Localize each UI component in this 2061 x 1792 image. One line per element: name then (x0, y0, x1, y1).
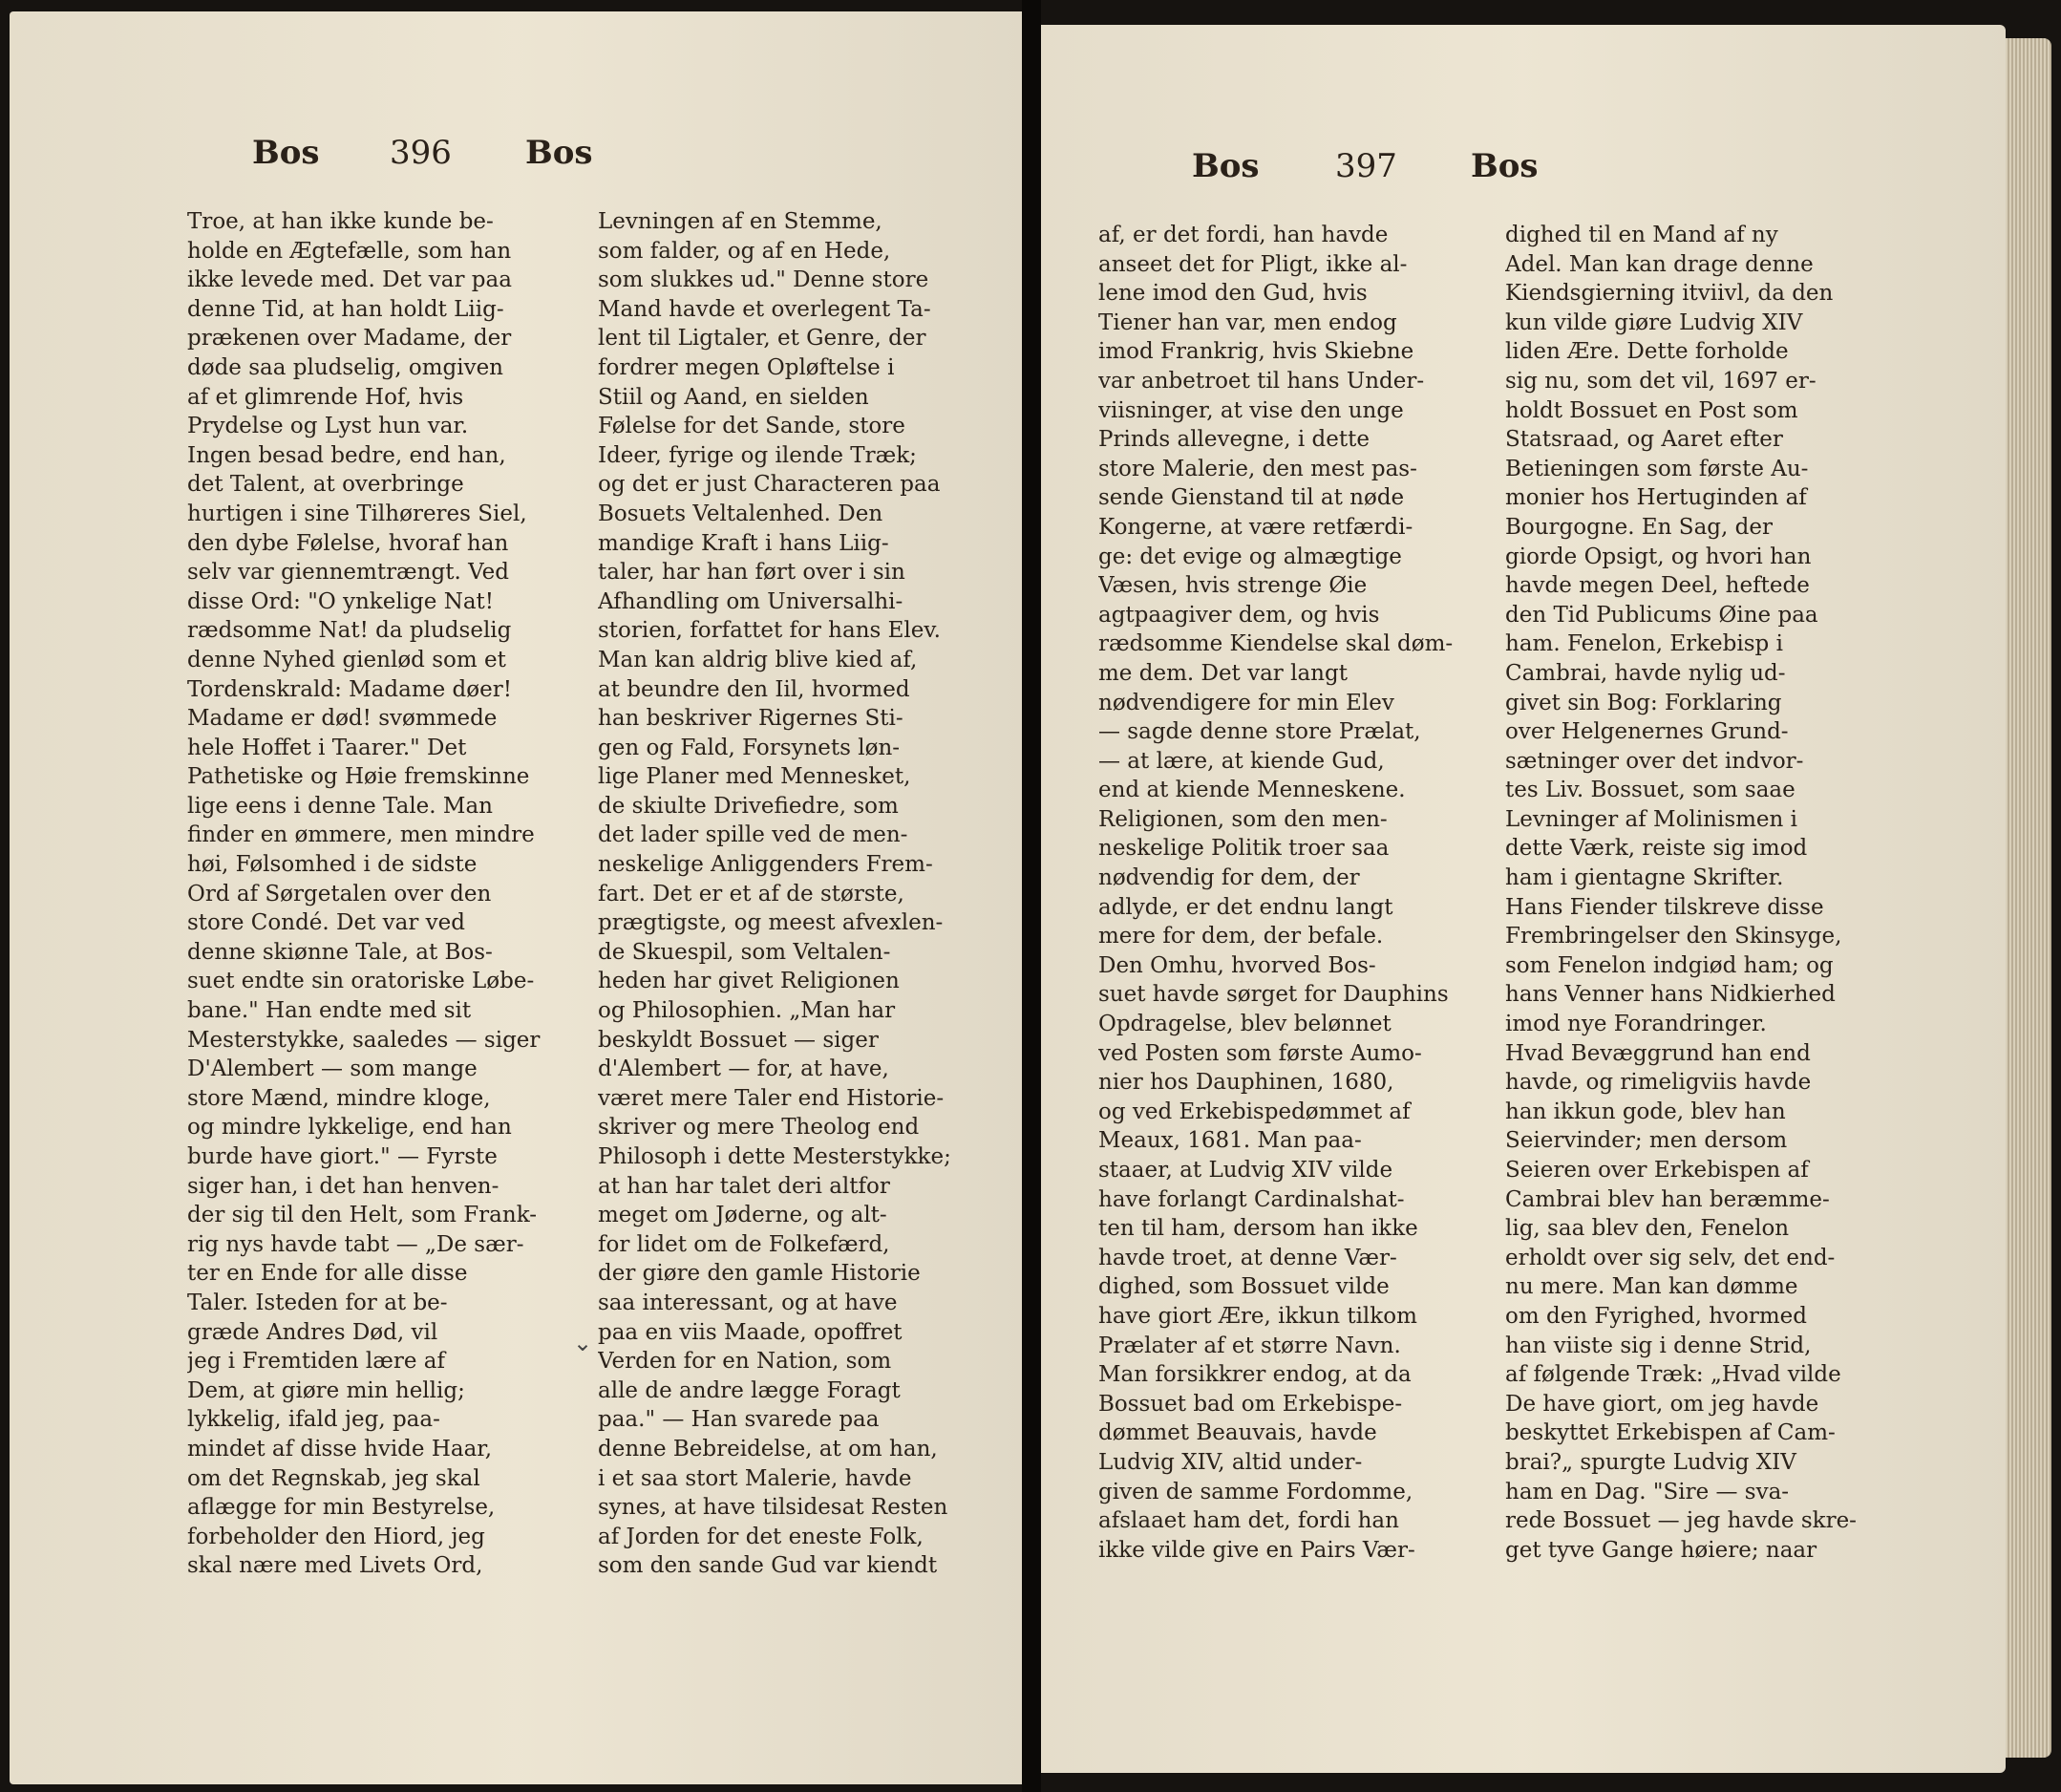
text-line: kun vilde giøre Ludvig XIV (1505, 309, 1803, 335)
text-line: de skiulte Drivefiedre, som (598, 793, 899, 819)
text-line: Ideer, fyrige og ilende Træk; (598, 442, 917, 468)
text-line: Følelse for det Sande, store (598, 414, 905, 439)
text-line: Statsraad, og Aaret efter (1505, 427, 1783, 453)
text-line: Prinds allevegne, i dette (1098, 427, 1370, 453)
text-line: Troe, at han ikke kunde be- (187, 209, 494, 234)
right-header-word: Bos (1192, 147, 1260, 185)
text-line: Tordenskrald: Madame døer! (187, 676, 512, 702)
text-line: nu mere. Man kan dømme (1505, 1274, 1798, 1300)
text-line: have forlangt Cardinalshat- (1098, 1186, 1405, 1212)
text-line: d'Alembert — for, at have, (598, 1056, 889, 1082)
text-line: nødvendigere for min Elev (1098, 690, 1394, 715)
text-line: at beundre den Iil, hvormed (598, 676, 910, 702)
text-line: Cambrai blev han beræmme- (1505, 1186, 1830, 1212)
text-line: Kongerne, at være retfærdi- (1098, 514, 1413, 540)
text-line: staaer, at Ludvig XIV vilde (1098, 1158, 1393, 1183)
text-line: hurtigen i sine Tilhøreres Siel, (187, 501, 527, 526)
text-line: holde en Ægtefælle, som han (187, 238, 512, 264)
text-line: store Malerie, den mest pas- (1098, 456, 1417, 481)
text-line: hans Venner hans Nidkierhed (1505, 982, 1836, 1008)
text-line: skriver og mere Theolog end (598, 1115, 920, 1141)
text-line: der giøre den gamle Historie (598, 1261, 921, 1287)
text-line: heden har givet Religionen (598, 969, 900, 994)
text-line: som falder, og af en Hede, (598, 238, 891, 264)
text-line: viisninger, at vise den unge (1098, 397, 1404, 423)
text-line: Kiendsgierning itviivl, da den (1505, 281, 1834, 307)
text-line: aflægge for min Bestyrelse, (187, 1495, 496, 1521)
text-line: Seiervinder; men dersom (1505, 1128, 1788, 1154)
text-line: denne Tid, at han holdt Liig- (187, 296, 504, 322)
text-line: Hans Fiender tilskreve disse (1505, 894, 1824, 920)
text-line: Levninger af Molinismen i (1505, 806, 1798, 832)
text-line: Frembringelser den Skinsyge, (1505, 924, 1842, 949)
text-line: ham. Fenelon, Erkebisp i (1505, 631, 1783, 657)
text-line: ikke levede med. Det var paa (187, 267, 512, 293)
text-line: for lidet om de Folkefærd, (598, 1231, 890, 1257)
text-line: Bossuet bad om Erkebispe- (1098, 1391, 1403, 1417)
text-line: Religionen, som den men- (1098, 806, 1388, 832)
text-line: liden Ære. Dette forholde (1505, 339, 1789, 365)
text-line: beskyldt Bossuet — siger (598, 1027, 879, 1053)
text-line: lige eens i denne Tale. Man (187, 793, 493, 819)
text-line: lykkelig, ifald jeg, paa- (187, 1407, 440, 1433)
text-line: Tiener han var, men endog (1098, 309, 1397, 335)
left-page-column-1 (187, 207, 569, 1581)
text-line: nødvendig for dem, der (1098, 865, 1360, 891)
text-line: holdt Bossuet en Post som (1505, 397, 1798, 423)
text-line: siger han, i det han henven- (187, 1173, 499, 1199)
text-line: om det Regnskab, jeg skal (187, 1465, 480, 1491)
page-edges (2006, 38, 2051, 1758)
text-line: skal nære med Livets Ord, (187, 1553, 483, 1579)
text-line: Ord af Sørgetalen over den (187, 881, 492, 907)
text-line: ikke vilde give en Pairs Vær- (1098, 1537, 1415, 1563)
text-line: end at kiende Menneskene. (1098, 778, 1406, 803)
text-line: Bourgogne. En Sag, der (1505, 514, 1773, 540)
text-line: lent til Ligtaler, et Genre, der (598, 326, 926, 352)
text-line: disse Ord: "O ynkelige Nat! (187, 588, 495, 614)
text-line: som slukkes ud." Denne store (598, 267, 929, 293)
text-line: den Tid Publicums Øine paa (1505, 602, 1818, 628)
text-line: get tyve Gange høiere; naar (1505, 1537, 1817, 1563)
right-page-number: 397 (1335, 147, 1397, 185)
text-line: dighed, som Bossuet vilde (1098, 1274, 1390, 1300)
text-line: store Mænd, mindre kloge, (187, 1085, 491, 1111)
text-line: havde megen Deel, heftede (1505, 573, 1810, 599)
left-header-word: Bos (252, 134, 320, 172)
text-line: Bosuets Veltalenhed. Den (598, 501, 883, 526)
left-page-column-2 (598, 207, 980, 1581)
text-line: Dem, at giøre min hellig; (187, 1377, 465, 1403)
text-line: dighed til en Mand af ny (1505, 223, 1778, 247)
right-page-header (1041, 147, 2006, 204)
left-page-header (10, 134, 1022, 191)
text-line: græde Andres Død, vil (187, 1319, 438, 1345)
text-line: det lader spille ved de men- (598, 822, 908, 848)
text-line: var anbetroet til hans Under- (1098, 368, 1425, 394)
text-line: og ved Erkebispedømmet af (1098, 1099, 1411, 1124)
text-line: han beskriver Rigernes Sti- (598, 706, 903, 732)
text-line: rede Bossuet — jeg havde skre- (1505, 1508, 1857, 1534)
text-line: Man kan aldrig blive kied af, (598, 647, 918, 672)
text-line: givet sin Bog: Forklaring (1505, 690, 1782, 715)
text-line: mindet af disse hvide Haar, (187, 1436, 493, 1461)
text-line: Man forsikkrer endog, at da (1098, 1362, 1412, 1388)
text-line: sig nu, som det vil, 1697 er- (1505, 368, 1817, 394)
text-line: og det er just Characteren paa (598, 472, 941, 498)
text-line: afslaaet ham det, fordi han (1098, 1508, 1399, 1534)
text-line: paa." — Han svarede paa (598, 1407, 880, 1433)
book-spine (1022, 0, 1041, 1792)
text-line: havde, og rimeligviis havde (1505, 1070, 1812, 1096)
text-line: nier hos Dauphinen, 1680, (1098, 1070, 1394, 1096)
text-line: lig, saa blev den, Fenelon (1505, 1216, 1790, 1242)
text-line: ten til ham, dersom han ikke (1098, 1216, 1418, 1242)
right-header-word-right: Bos (1471, 147, 1539, 185)
text-line: Cambrai, havde nylig ud- (1505, 660, 1786, 686)
text-line: ham en Dag. "Sire — sva- (1505, 1479, 1790, 1504)
text-line: adlyde, er det endnu langt (1098, 894, 1393, 920)
text-line: Verden for en Nation, som (598, 1349, 892, 1375)
text-line: giorde Opsigt, og hvori han (1505, 544, 1812, 569)
right-page (1041, 25, 2006, 1773)
text-line: og mindre lykkelige, end han (187, 1115, 512, 1141)
text-line: finder en ømmere, men mindre (187, 822, 535, 848)
text-line: Betieningen som første Au- (1505, 456, 1809, 481)
text-line: imod nye Forandringer. (1505, 1012, 1767, 1037)
text-line: imod Frankrig, hvis Skiebne (1098, 339, 1414, 365)
text-line: Taler. Isteden for at be- (187, 1290, 448, 1315)
margin-mark: ⌄ (573, 1330, 593, 1356)
text-line: af, er det fordi, han havde (1098, 223, 1389, 247)
text-line: prækenen over Madame, der (187, 326, 512, 352)
text-line: synes, at have tilsidesat Resten (598, 1495, 948, 1521)
text-line: lige Planer med Mennesket, (598, 764, 911, 790)
text-line: jeg i Fremtiden lære af (187, 1349, 445, 1375)
text-line: mandige Kraft i hans Liig- (598, 530, 889, 556)
text-line: suet endte sin oratoriske Løbe- (187, 969, 535, 994)
text-line: — at lære, at kiende Gud, (1098, 748, 1385, 774)
text-line: fordrer megen Opløftelse i (598, 354, 895, 380)
text-line: ter en Ende for alle disse (187, 1261, 468, 1287)
text-line: rædsomme Kiendelse skal døm- (1098, 631, 1454, 657)
text-line: agtpaagiver dem, og hvis (1098, 602, 1380, 628)
text-line: af et glimrende Hof, hvis (187, 384, 464, 410)
text-line: Mesterstykke, saaledes — siger (187, 1027, 541, 1053)
text-line: det Talent, at overbringe (187, 472, 464, 498)
text-line: alle de andre lægge Foragt (598, 1377, 901, 1403)
text-line: denne skiønne Tale, at Bos- (187, 939, 493, 965)
text-line: store Condé. Det var ved (187, 910, 465, 936)
text-line: Opdragelse, blev belønnet (1098, 1012, 1392, 1037)
text-line: bane." Han endte med sit (187, 998, 472, 1024)
text-line: fart. Det er et af de største, (598, 881, 904, 907)
text-line: meget om Jøderne, og alt- (598, 1203, 887, 1228)
text-line: ved Posten som første Aumo- (1098, 1040, 1422, 1066)
text-line: Madame er død! svømmede (187, 706, 498, 732)
text-line: storien, forfattet for hans Elev. (598, 618, 941, 644)
text-line: Hvad Bevæggrund han end (1505, 1040, 1811, 1066)
text-line: Ingen besad bedre, end han, (187, 442, 506, 468)
text-line: været mere Taler end Historie- (598, 1085, 945, 1111)
text-line: Den Omhu, hvorved Bos- (1098, 952, 1376, 978)
text-line: D'Alembert — som mange (187, 1056, 478, 1082)
text-line: døde saa pludselig, omgiven (187, 354, 503, 380)
text-line: dømmet Beauvais, havde (1098, 1420, 1377, 1446)
text-line: over Helgenernes Grund- (1505, 719, 1789, 745)
text-line: lene imod den Gud, hvis (1098, 281, 1368, 307)
text-line: erholdt over sig selv, det end- (1505, 1245, 1836, 1270)
text-line: om den Fyrighed, hvormed (1505, 1303, 1808, 1329)
text-line: burde have giort." — Fyrste (187, 1144, 498, 1169)
text-line: have giort Ære, ikkun tilkom (1098, 1303, 1417, 1329)
text-line: Væsen, hvis strenge Øie (1098, 573, 1368, 599)
text-line: ge: det evige og almægtige (1098, 544, 1402, 569)
text-line: brai?„ spurgte Ludvig XIV (1505, 1449, 1796, 1475)
text-line: denne Nyhed gienlød som et (187, 647, 506, 672)
text-line: havde troet, at denne Vær- (1098, 1245, 1397, 1270)
text-line: rædsomme Nat! da pludselig (187, 618, 512, 644)
text-line: dette Værk, reiste sig imod (1505, 836, 1808, 862)
text-line: høi, Følsomhed i de sidste (187, 852, 478, 878)
right-page-column-2 (1505, 221, 1887, 1565)
text-line: Philosoph i dette Mesterstykke; (598, 1144, 951, 1169)
text-line: Meaux, 1681. Man paa- (1098, 1128, 1362, 1154)
text-line: ham i gientagne Skrifter. (1505, 865, 1784, 891)
text-line: prægtigste, og meest afvexlen- (598, 910, 944, 936)
text-line: mere for dem, der befale. (1098, 924, 1384, 949)
text-line: De have giort, om jeg havde (1505, 1391, 1819, 1417)
text-line: Prælater af et større Navn. (1098, 1333, 1401, 1358)
left-page-number: 396 (390, 134, 452, 172)
text-line: — sagde denne store Prælat, (1098, 719, 1421, 745)
text-line: hele Hoffet i Taarer." Det (187, 735, 467, 760)
text-line: Levningen af en Stemme, (598, 209, 882, 234)
text-line: neskelige Politik troer saa (1098, 836, 1390, 862)
text-line: Mand havde et overlegent Ta- (598, 296, 931, 322)
text-line: sætninger over det indvor- (1505, 748, 1804, 774)
text-line: der sig til den Helt, som Frank- (187, 1203, 538, 1228)
right-page-column-1 (1098, 221, 1480, 1565)
text-line: paa en viis Maade, opoffret (598, 1319, 903, 1345)
text-line: saa interessant, og at have (598, 1290, 898, 1315)
text-line: Adel. Man kan drage denne (1505, 251, 1814, 277)
text-line: han viiste sig i denne Strid, (1505, 1333, 1812, 1358)
text-line: af følgende Træk: „Hvad vilde (1505, 1362, 1841, 1388)
text-line: af Jorden for det eneste Folk, (598, 1524, 924, 1549)
text-line: selv var giennemtrængt. Ved (187, 560, 509, 586)
text-line: og Philosophien. „Man har (598, 998, 896, 1024)
text-line: monier hos Hertuginden af (1505, 485, 1807, 511)
text-line: i et saa stort Malerie, havde (598, 1465, 912, 1491)
text-line: sende Gienstand til at nøde (1098, 485, 1405, 511)
text-line: Stiil og Aand, en sielden (598, 384, 869, 410)
text-line: taler, har han ført over i sin (598, 560, 905, 586)
text-line: de Skuespil, som Veltalen- (598, 939, 891, 965)
text-line: gen og Fald, Forsynets løn- (598, 735, 901, 760)
text-line: den dybe Følelse, hvoraf han (187, 530, 509, 556)
text-line: neskelige Anliggenders Frem- (598, 852, 933, 878)
text-line: Ludvig XIV, altid under- (1098, 1449, 1363, 1475)
text-line: anseet det for Pligt, ikke al- (1098, 251, 1408, 277)
left-header-word-right: Bos (525, 134, 593, 172)
text-line: rig nys havde tabt — „De sær- (187, 1231, 524, 1257)
text-line: Prydelse og Lyst hun var. (187, 414, 469, 439)
text-line: me dem. Det var langt (1098, 660, 1348, 686)
text-line: denne Bebreidelse, at om han, (598, 1436, 938, 1461)
text-line: han ikkun gode, blev han (1505, 1099, 1786, 1124)
text-line: Pathetiske og Høie fremskinne (187, 764, 530, 790)
text-line: forbeholder den Hiord, jeg (187, 1524, 485, 1549)
text-line: suet havde sørget for Dauphins (1098, 982, 1449, 1008)
text-line: som Fenelon indgiød ham; og (1505, 952, 1834, 978)
text-line: Seieren over Erkebispen af (1505, 1158, 1809, 1183)
left-page (10, 11, 1022, 1784)
text-line: som den sande Gud var kiendt (598, 1553, 938, 1579)
text-line: at han har talet deri altfor (598, 1173, 890, 1199)
text-line: tes Liv. Bossuet, som saae (1505, 778, 1795, 803)
text-line: given de samme Fordomme, (1098, 1479, 1413, 1504)
text-line: beskyttet Erkebispen af Cam- (1505, 1420, 1836, 1446)
text-line: Afhandling om Universalhi- (598, 588, 903, 614)
